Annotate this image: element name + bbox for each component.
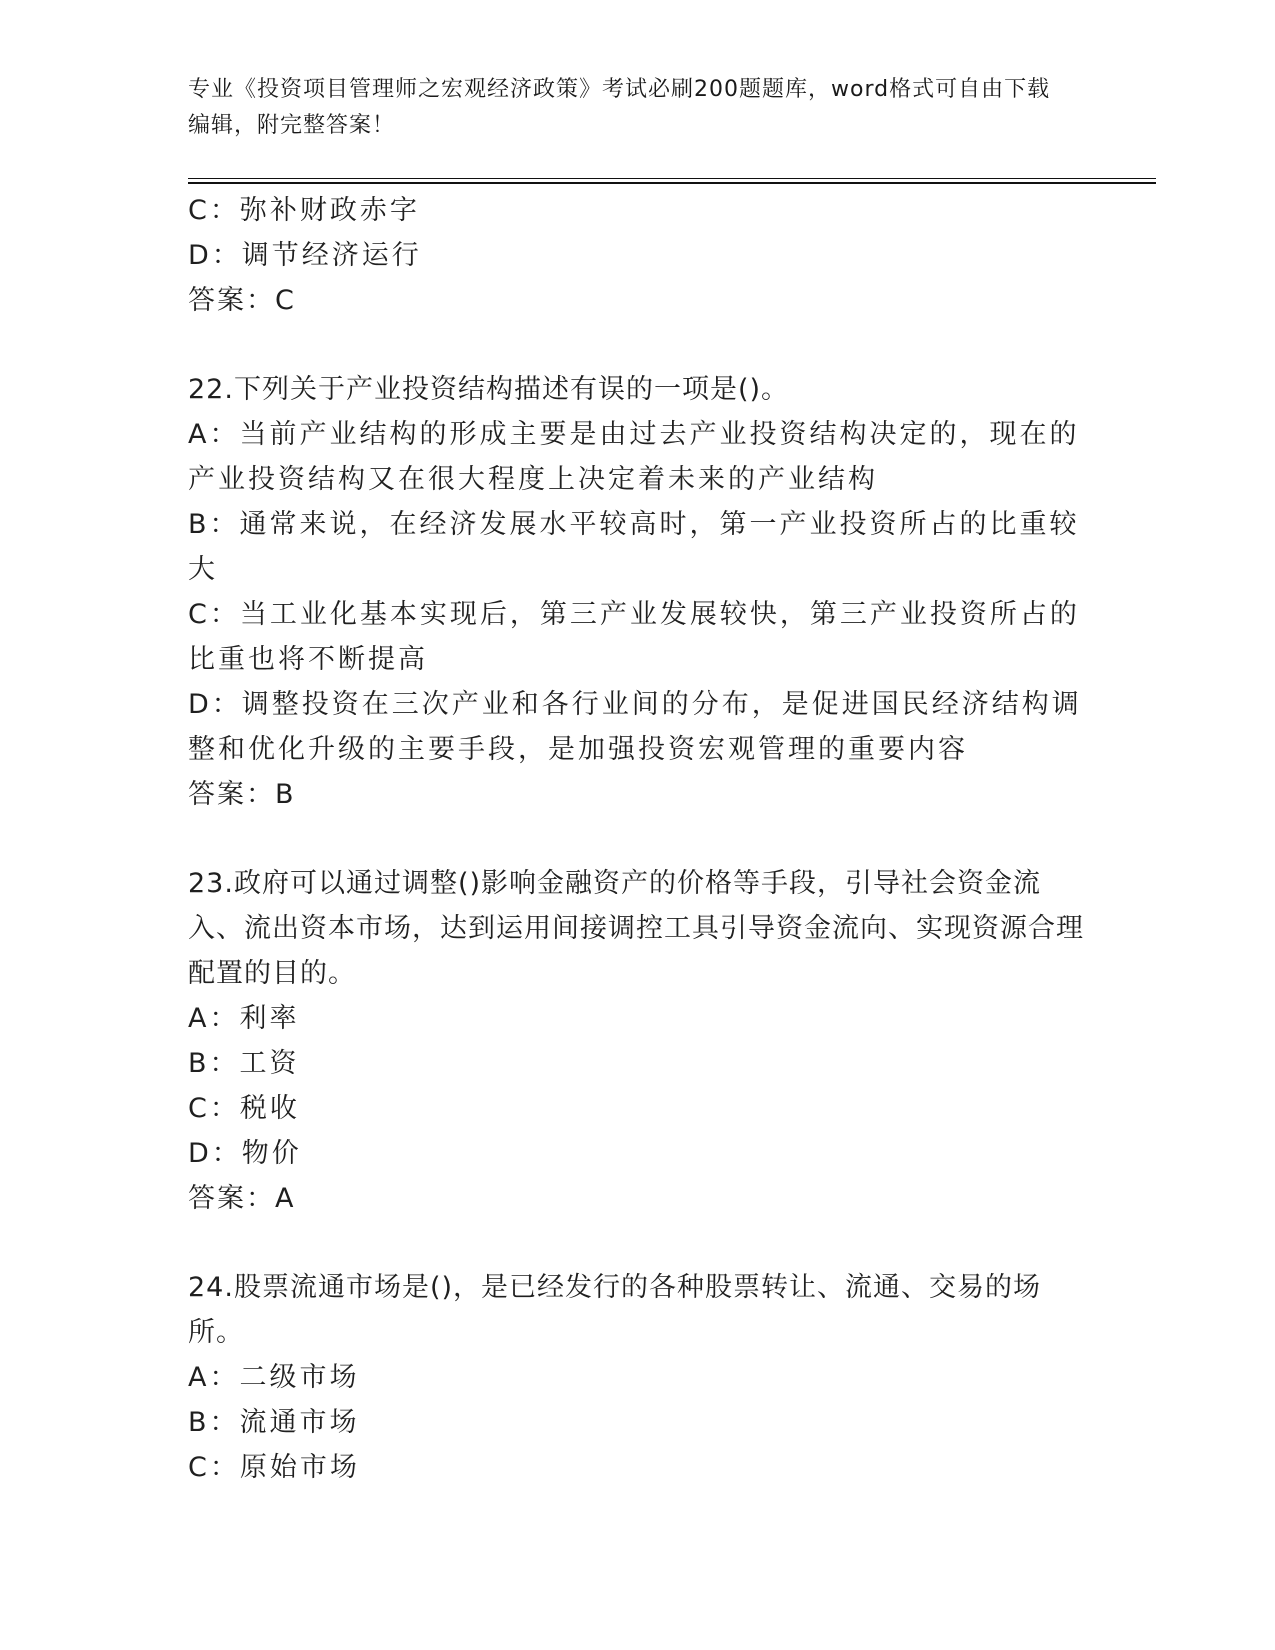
option-c: C：税收: [188, 1093, 300, 1124]
option-b: B：工资: [188, 1048, 300, 1079]
question-content: [188, 188, 1088, 1490]
option-d: D：物价: [188, 1138, 302, 1169]
option-d: D：调节经济运行: [188, 240, 422, 271]
option-b: B：通常来说，在经济发展水平较高时，第一产业投资所占的比重较大: [188, 509, 1080, 585]
header-divider-thin: [188, 178, 1156, 179]
answer-line: 答案：B: [188, 779, 296, 810]
header-divider-thick: [188, 182, 1156, 184]
question-23: [188, 861, 1088, 1221]
question-stem: 22.下列关于产业投资结构描述有误的一项是()。: [188, 374, 790, 405]
document-header: 专业《投资项目管理师之宏观经济政策》考试必刷200题题库，word格式可自由下载编辑，附完整答案！: [188, 77, 1051, 138]
answer-line: 答案：C: [188, 285, 296, 316]
question-22: [188, 367, 1088, 817]
answer-line: 答案：A: [188, 1183, 296, 1214]
question-24: [188, 1265, 1088, 1490]
option-a: A：利率: [188, 1003, 300, 1034]
option-a: A：二级市场: [188, 1362, 360, 1393]
option-c: C：当工业化基本实现后，第三产业发展较快，第三产业投资所占的比重也将不断提高: [188, 599, 1080, 675]
option-a: A：当前产业结构的形成主要是由过去产业投资结构决定的，现在的产业投资结构又在很大程度上决定着未来的产业结构: [188, 419, 1080, 495]
question-21-tail: [188, 188, 1088, 323]
option-d: D：调整投资在三次产业和各行业间的分布，是促进国民经济结构调整和优化升级的主要手段，是加强投资宏观管理的重要内容: [188, 689, 1082, 765]
option-c: C：弥补财政赤字: [188, 195, 420, 226]
question-stem: 23.政府可以通过调整()影响金融资产的价格等手段，引导社会资金流入、流出资本市场，达到运用间接调控工具引导资金流向、实现资源合理配置的目的。: [188, 868, 1084, 989]
question-stem: 24.股票流通市场是()，是已经发行的各种股票转让、流通、交易的场所。: [188, 1272, 1042, 1348]
option-b: B：流通市场: [188, 1407, 360, 1438]
option-c: C：原始市场: [188, 1452, 360, 1483]
